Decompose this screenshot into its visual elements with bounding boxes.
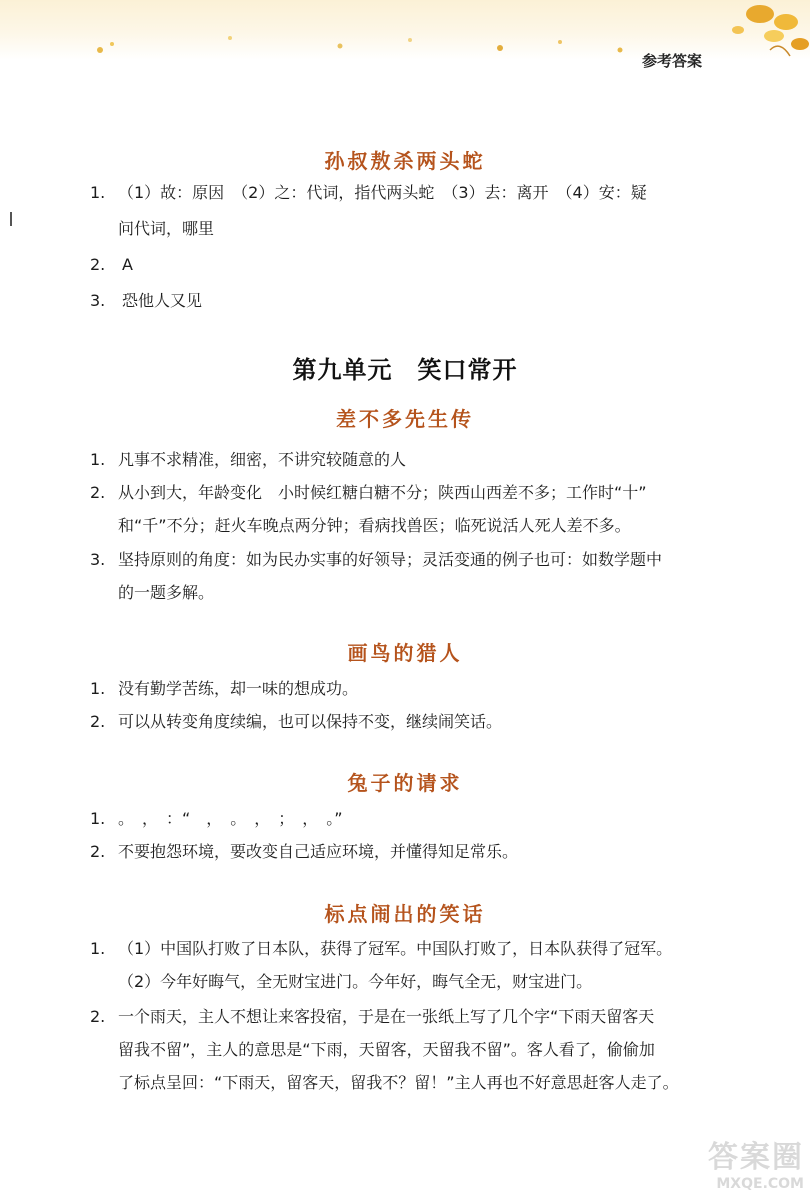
- question-number: 2.: [90, 255, 106, 274]
- answer-text: （1）中国队打败了日本队，获得了冠军。中国队打败了，日本队获得了冠军。: [118, 939, 673, 958]
- question-number: 2.: [90, 483, 106, 502]
- watermark-url: MXQE.COM: [716, 1176, 804, 1192]
- answer-text: 和“千”不分；赶火车晚点两分钟；看病找兽医；临死说活人死人差不多。: [118, 516, 631, 535]
- answer-text: 问代词，哪里: [118, 219, 215, 238]
- watermark-logo: 答案圈: [708, 1140, 804, 1175]
- question-number: 3.: [90, 550, 106, 569]
- answer-text: 坚持原则的角度：如为民办实事的好领导；灵活变通的例子也可：如数学题中: [118, 550, 663, 569]
- answer-text: 凡事不求精准，细密，不讲究较随意的人: [118, 450, 407, 469]
- answer-text: 留我不留”，主人的意思是“下雨，天留客，天留我不留”。客人看了，偷偷加: [118, 1040, 655, 1059]
- question-number: 3.: [90, 291, 106, 310]
- question-number: 1.: [90, 183, 106, 202]
- question-number: 1.: [90, 809, 106, 828]
- question-number: 1.: [90, 450, 106, 469]
- answer-text: 没有勤学苦练，却一味的想成功。: [118, 679, 359, 698]
- unit-title: 第九单元 笑口常开: [292, 356, 518, 384]
- decorative-dots: [80, 30, 640, 60]
- watermark: [694, 1132, 804, 1192]
- header-label: 参考答案: [641, 52, 702, 70]
- question-number: 1.: [90, 939, 106, 958]
- answer-text: （1）故：原因 （2）之：代词，指代两头蛇 （3）去：离开 （4）安：疑: [118, 183, 647, 202]
- answer-text: 不要抱怨环境，要改变自己适应环境，并懂得知足常乐。: [118, 842, 519, 861]
- section-title-sunshuao: 孙叔敖杀两头蛇: [324, 149, 486, 173]
- question-number: 2.: [90, 842, 106, 861]
- question-number: 2.: [90, 1007, 106, 1026]
- section-title-hunter: 画鸟的猎人: [347, 641, 463, 665]
- section-title-punctuation: 标点闹出的笑话: [324, 902, 486, 926]
- answer-text: 一个雨天，主人不想让来客投宿，于是在一张纸上写了几个字“下雨天留客天: [118, 1007, 655, 1026]
- margin-mark: [10, 212, 12, 226]
- answer-text: 的一题多解。: [118, 583, 215, 602]
- answer-text: 恐他人又见: [122, 291, 203, 310]
- answer-text: 。 ， ：“ ， 。 ， ； ， 。”: [118, 809, 343, 828]
- answer-text: 从小到大，年龄变化 小时候红糖白糖不分；陕西山西差不多；工作时“十”: [118, 483, 647, 502]
- answer-text: （2）今年好晦气，全无财宝进门。今年好，晦气全无，财宝进门。: [118, 972, 593, 991]
- answer-text: A: [122, 255, 133, 274]
- answer-text: 可以从转变角度续编，也可以保持不变，继续闹笑话。: [118, 712, 503, 731]
- question-number: 1.: [90, 679, 106, 698]
- section-title-chabuduo: 差不多先生传: [336, 407, 474, 431]
- section-title-rabbit: 兔子的请求: [347, 771, 463, 795]
- question-number: 2.: [90, 712, 106, 731]
- flower-decoration-icon: [690, 0, 810, 60]
- answer-text: 了标点呈回：“下雨天，留客天，留我不？留！”主人再也不好意思赶客人走了。: [118, 1073, 679, 1092]
